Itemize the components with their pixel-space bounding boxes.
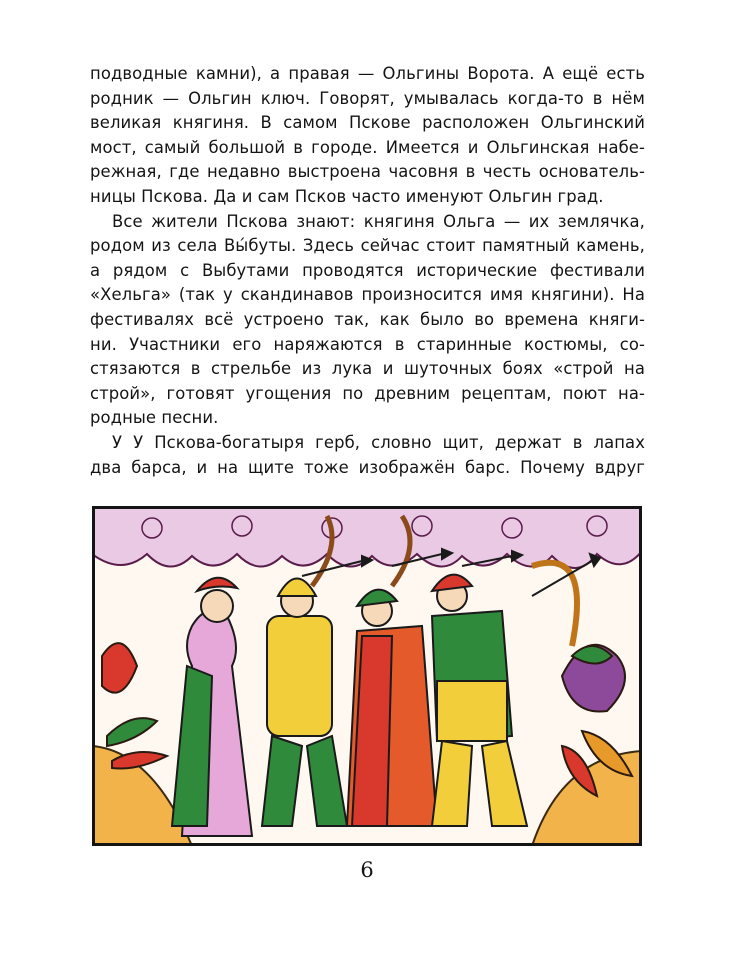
paragraph-tail-line (90, 406, 645, 431)
text-line: родные песни. (90, 408, 219, 428)
text-line: режная, где недавно выстроена часовня в честь основатель- (90, 162, 645, 182)
text-line: ни. Участники его наряжаются в старинные костюмы, со- (90, 334, 645, 354)
text-line: строй», готовят угощения по древним рецептам, поют на- (90, 383, 645, 403)
text-line: ницы Пскова. Да и сам Псков часто именуют Ольгин град. (90, 186, 604, 206)
text-line: родник — Ольгин ключ. Говорят, умывалась когда-то в нём (90, 88, 645, 108)
paragraph-tail-line (90, 185, 645, 210)
text-line: Все жители Пскова знают: княгиня Ольга — их землячка, (112, 211, 645, 231)
body-text (90, 62, 645, 480)
paragraph (90, 431, 645, 480)
illustration-archers (92, 506, 642, 846)
text-line: а рядом с Выбутами проводятся исторические фестивали (90, 260, 645, 280)
text-line: стязаются в стрельбе из лука и шуточных боях «строй на (90, 359, 645, 379)
text-line: фестивалях всё устроено так, как было во времена княги- (90, 309, 645, 329)
paragraph (90, 210, 645, 407)
page-number: 6 (360, 858, 374, 882)
text-line: два барса, и на щите тоже изображён барс. Почему вдруг (90, 457, 645, 477)
text-line: родом из села Вы́буты. Здесь сейчас стоит памятный камень, (90, 236, 645, 256)
text-line: подводные камни), а правая — Ольгины Ворота. А ещё есть (90, 64, 645, 83)
paragraph (90, 62, 645, 185)
text-line: У У Пскова-богатыря герб, словно щит, держат в лапах (112, 432, 645, 452)
text-line: великая княгиня. В самом Пскове расположен Ольгинский (90, 113, 645, 133)
text-line: мост, самый большой в городе. Имеется и Ольгинская набе- (90, 137, 645, 157)
text-line: «Хельга» (так у скандинавов произносится имя княгини). На (90, 285, 645, 305)
